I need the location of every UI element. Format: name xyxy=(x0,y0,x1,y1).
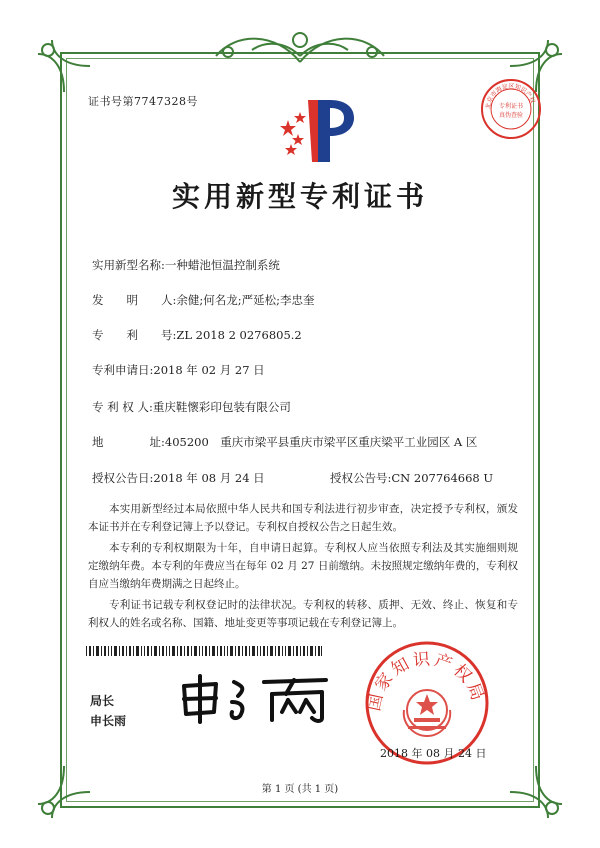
verification-seal-line2: 真伪查验 xyxy=(498,112,524,119)
body-paragraph-3: 专利证书记载专利权登记时的法律状况。专利权的转移、质押、无效、终止、恢复和专利权人的姓名或名称、国籍、地址变更等事项记载在专利登记簿上。 xyxy=(88,599,518,629)
inventor-value: 余健;何名龙;严延松;李忠奎 xyxy=(176,293,315,307)
utility-model-name-value: 一种蜡池恒温控制系统 xyxy=(164,258,280,272)
verification-seal-ring-text: 北京市海淀区知识产权 xyxy=(484,82,537,110)
certificate-number: 证书号第7747328号 xyxy=(88,95,198,108)
patentee-row xyxy=(92,399,291,415)
patent-number-label: 专 利 号: xyxy=(92,328,177,342)
patent-number-value: ZL 2018 2 0276805.2 xyxy=(176,328,302,342)
address-row xyxy=(92,434,477,450)
grant-number-value: CN 207764668 U xyxy=(391,471,494,485)
body-paragraph-1: 本实用新型经过本局依照中华人民共和国专利法进行初步审查，决定授予专利权，颁发本证书并在专利登记簿上予以登记。专利权自授权公告之日起生效。 xyxy=(88,503,518,533)
patentee-value: 重庆鞋懷彩印包装有限公司 xyxy=(152,400,291,414)
patent-number-row xyxy=(92,327,302,343)
grant-number-row xyxy=(330,470,493,486)
chief-name: 申长雨 xyxy=(90,714,127,728)
address-label: 地 址: xyxy=(92,435,165,449)
barcode-icon xyxy=(86,646,322,656)
signature-icon xyxy=(176,672,336,724)
filing-date-row xyxy=(92,362,265,378)
grant-date-value: 2018 年 08 月 24 日 xyxy=(153,471,265,485)
verification-seal-line1: 专利证书 xyxy=(498,103,524,110)
verification-seal-icon xyxy=(480,78,542,140)
patent-office-logo-icon xyxy=(278,96,358,166)
filing-date-label: 专利申请日: xyxy=(92,363,154,377)
official-stamp-ring-text: 国家知识产权局 xyxy=(364,649,489,713)
top-ornament-icon xyxy=(206,26,394,68)
certificate-body xyxy=(88,500,518,635)
patentee-label: 专 利 权 人: xyxy=(92,400,153,414)
inventor-row xyxy=(92,292,315,308)
page-number: 第 1 页 (共 1 页) xyxy=(261,784,339,795)
inventor-label: 发 明 人: xyxy=(92,293,177,307)
grant-number-label: 授权公告号: xyxy=(330,471,392,485)
grant-date-label: 授权公告日: xyxy=(92,471,154,485)
filing-date-value: 2018 年 02 月 27 日 xyxy=(153,363,265,377)
address-value: 405200 重庆市梁平县重庆市梁平区重庆梁平工业园区 A 区 xyxy=(164,435,478,449)
certificate-title: 实用新型专利证书 xyxy=(171,180,428,213)
utility-model-name-row xyxy=(92,257,280,273)
utility-model-name-label: 实用新型名称: xyxy=(92,258,165,272)
grant-date-row xyxy=(92,470,265,486)
body-paragraph-2: 本专利的专利权期限为十年，自申请日起算。专利权人应当依照专利法及其实施细则规定缴纳年费。本专利的年费应当在每年 02 月 27 日前缴纳。未按照规定缴纳年费的，专利权自应当缴纳年费期满之日起终止。 xyxy=(88,542,518,590)
stamp-date: 2018 年 08 月 24 日 xyxy=(380,747,487,760)
corner-ornament-top-left-icon xyxy=(34,36,94,96)
chief-title: 局长 xyxy=(90,694,115,708)
